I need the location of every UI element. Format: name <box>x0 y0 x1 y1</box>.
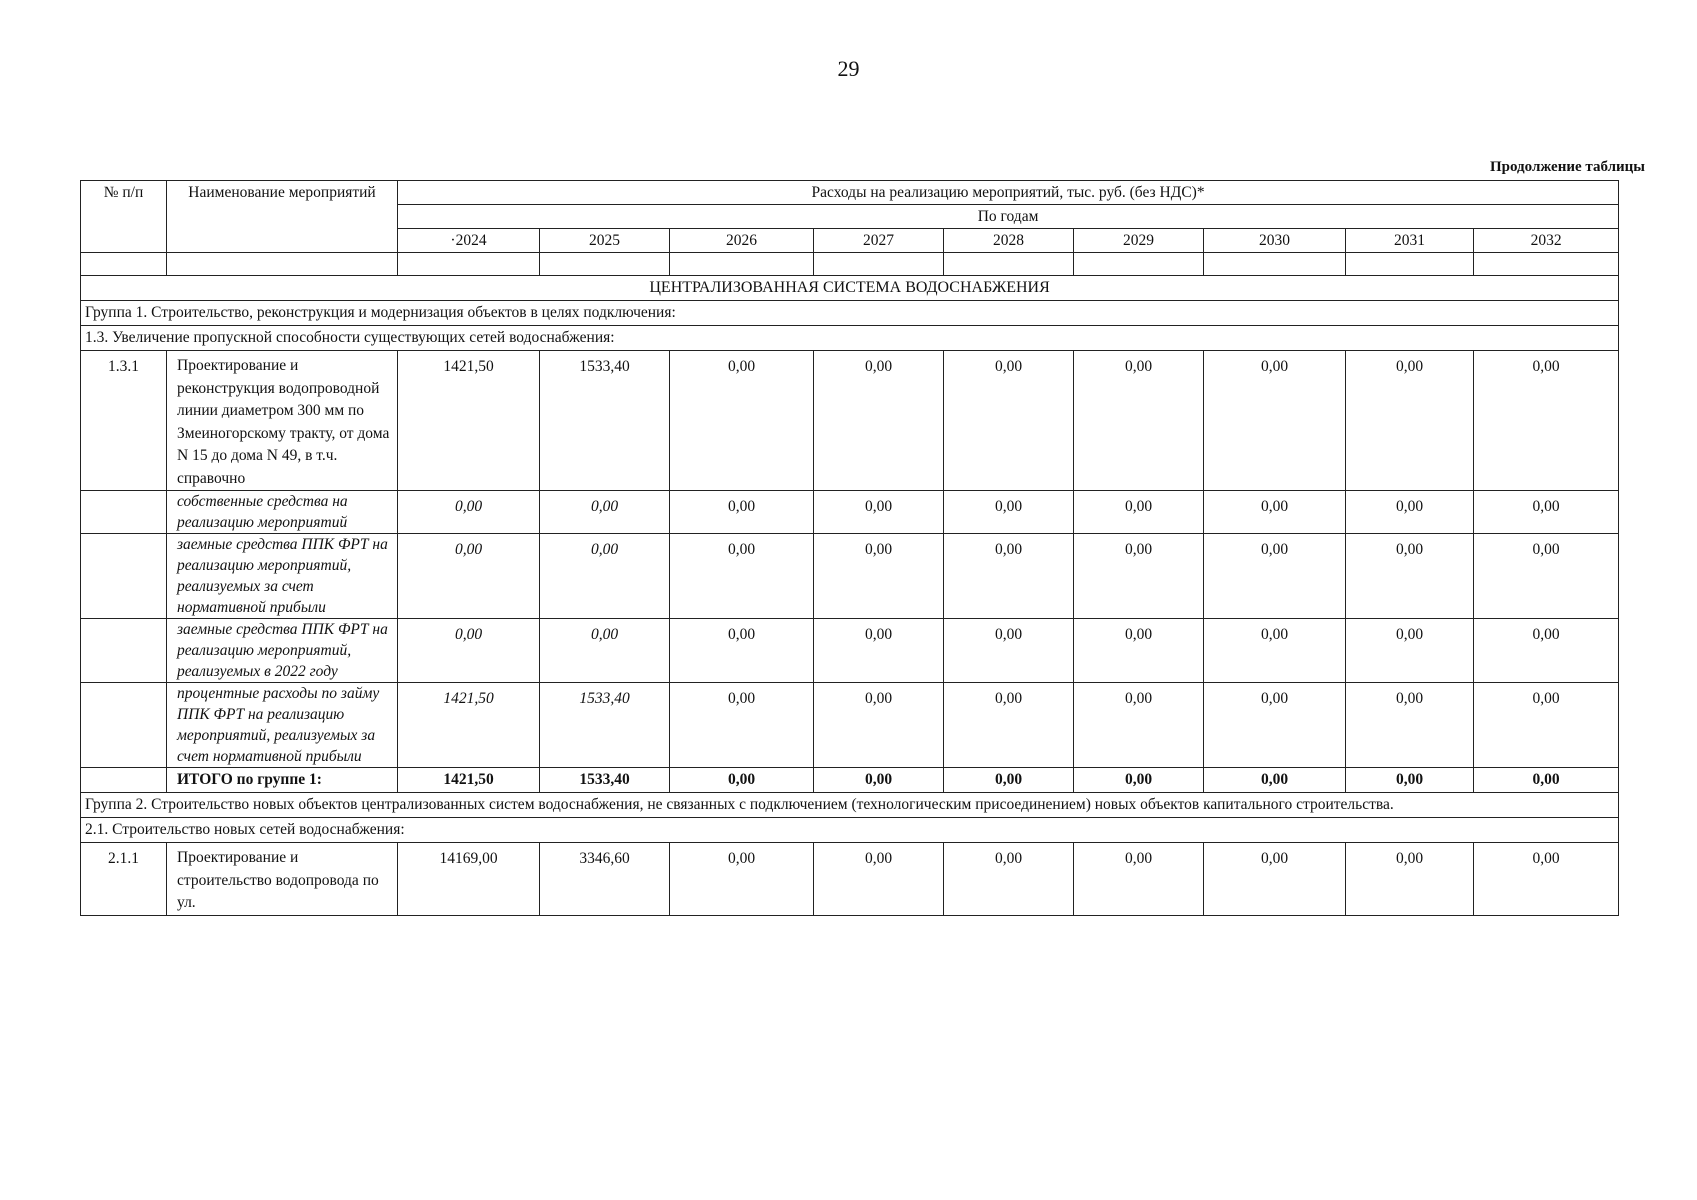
value-cell: 0,00 <box>670 534 814 619</box>
value-cell: 0,00 <box>1074 683 1204 768</box>
header-name-col: Наименование мероприятий <box>167 181 398 253</box>
year-header: 2028 <box>944 229 1074 253</box>
value-cell: 0,00 <box>1204 619 1346 683</box>
total-value: 0,00 <box>1346 768 1474 793</box>
value-cell: 0,00 <box>944 683 1074 768</box>
value-cell: 1421,50 <box>398 351 540 491</box>
value-cell: 0,00 <box>1204 534 1346 619</box>
value-cell: 0,00 <box>944 619 1074 683</box>
value-cell: 0,00 <box>1346 534 1474 619</box>
row-number: 1.3.1 <box>81 351 167 491</box>
value-cell: 0,00 <box>814 683 944 768</box>
value-cell: 1533,40 <box>540 683 670 768</box>
value-cell: 0,00 <box>1074 491 1204 534</box>
value-cell: 0,00 <box>1074 843 1204 916</box>
value-cell: 0,00 <box>814 534 944 619</box>
group-1-title: Группа 1. Строительство, реконструкция и модернизация объектов в целях подключения: <box>81 301 1619 326</box>
value-cell: 0,00 <box>1474 683 1619 768</box>
row-name: заемные средства ППК ФРТ на реализацию мероприятий, реализуемых за счет нормативной прибыли <box>167 534 398 619</box>
value-cell: 0,00 <box>814 619 944 683</box>
group-2-title: Группа 2. Строительство новых объектов централизованных систем водоснабжения, не связанных с подключением (технологическим присоединением) новых объектов капитального строительства. <box>81 793 1619 818</box>
value-cell: 0,00 <box>1346 491 1474 534</box>
value-cell: 0,00 <box>1474 843 1619 916</box>
year-header: 2027 <box>814 229 944 253</box>
value-cell: 0,00 <box>944 534 1074 619</box>
year-header: 2031 <box>1346 229 1474 253</box>
value-cell: 0,00 <box>944 351 1074 491</box>
expenses-table <box>80 180 1619 916</box>
year-header: 2029 <box>1074 229 1204 253</box>
total-value: 0,00 <box>1204 768 1346 793</box>
year-header: 2032 <box>1474 229 1619 253</box>
row-name: заемные средства ППК ФРТ на реализацию мероприятий, реализуемых в 2022 году <box>167 619 398 683</box>
value-cell: 0,00 <box>1346 351 1474 491</box>
value-cell: 0,00 <box>1474 491 1619 534</box>
year-header: 2025 <box>540 229 670 253</box>
total-value: 0,00 <box>814 768 944 793</box>
total-value: 1533,40 <box>540 768 670 793</box>
row-name: собственные средства на реализацию мероприятий <box>167 491 398 534</box>
total-value: 0,00 <box>1474 768 1619 793</box>
value-cell: 0,00 <box>1474 351 1619 491</box>
continuation-label: Продолжение таблицы <box>1489 159 1645 175</box>
value-cell: 0,00 <box>1474 534 1619 619</box>
value-cell: 0,00 <box>670 351 814 491</box>
value-cell: 0,00 <box>398 619 540 683</box>
table-row <box>81 683 1619 768</box>
value-cell: 0,00 <box>398 534 540 619</box>
value-cell: 0,00 <box>944 843 1074 916</box>
table-row <box>81 843 1619 916</box>
value-cell: 0,00 <box>1346 843 1474 916</box>
value-cell: 0,00 <box>540 619 670 683</box>
total-value: 1421,50 <box>398 768 540 793</box>
total-value: 0,00 <box>670 768 814 793</box>
value-cell: 0,00 <box>1204 491 1346 534</box>
value-cell: 0,00 <box>670 491 814 534</box>
header-expenses: Расходы на реализацию мероприятий, тыс. руб. (без НДС)* <box>398 181 1619 205</box>
total-value: 0,00 <box>1074 768 1204 793</box>
value-cell: 0,00 <box>398 491 540 534</box>
header-num-col: № п/п <box>81 181 167 253</box>
value-cell: 0,00 <box>1074 534 1204 619</box>
section-title: ЦЕНТРАЛИЗОВАННАЯ СИСТЕМА ВОДОСНАБЖЕНИЯ <box>81 276 1619 301</box>
value-cell: 0,00 <box>1074 619 1204 683</box>
value-cell: 0,00 <box>814 351 944 491</box>
value-cell: 0,00 <box>1474 619 1619 683</box>
value-cell: 0,00 <box>814 491 944 534</box>
row-name: процентные расходы по займу ППК ФРТ на реализацию мероприятий, реализуемых за счет нормативной прибыли <box>167 683 398 768</box>
value-cell: 0,00 <box>670 619 814 683</box>
table-row <box>81 351 1619 491</box>
total-label: ИТОГО по группе 1: <box>167 768 398 793</box>
value-cell: 14169,00 <box>398 843 540 916</box>
value-cell: 0,00 <box>1204 351 1346 491</box>
row-number: 2.1.1 <box>81 843 167 916</box>
row-name: Проектирование и строительство водопровода по ул. <box>167 843 398 916</box>
value-cell: 0,00 <box>814 843 944 916</box>
year-header: 2030 <box>1204 229 1346 253</box>
value-cell: 0,00 <box>1346 683 1474 768</box>
table-row <box>81 619 1619 683</box>
value-cell: 0,00 <box>1074 351 1204 491</box>
value-cell: 0,00 <box>1204 683 1346 768</box>
subgroup-2-1-title: 2.1. Строительство новых сетей водоснабжения: <box>81 818 1619 843</box>
value-cell: 0,00 <box>670 683 814 768</box>
blank-row <box>81 253 1619 276</box>
value-cell: 0,00 <box>1346 619 1474 683</box>
value-cell: 0,00 <box>540 534 670 619</box>
year-header: 2026 <box>670 229 814 253</box>
value-cell: 0,00 <box>944 491 1074 534</box>
header-by-years: По годам <box>398 205 1619 229</box>
year-header: ·2024 <box>398 229 540 253</box>
row-name: Проектирование и реконструкция водопроводной линии диаметром 300 мм по Змеиногорскому тракту, от дома N 15 до дома N 49, в т.ч. справочно <box>167 351 398 491</box>
table-row <box>81 534 1619 619</box>
value-cell: 1533,40 <box>540 351 670 491</box>
total-value: 0,00 <box>944 768 1074 793</box>
value-cell: 0,00 <box>670 843 814 916</box>
table-row <box>81 491 1619 534</box>
value-cell: 0,00 <box>540 491 670 534</box>
total-row <box>81 768 1619 793</box>
value-cell: 1421,50 <box>398 683 540 768</box>
value-cell: 3346,60 <box>540 843 670 916</box>
value-cell: 0,00 <box>1204 843 1346 916</box>
subgroup-1-3-title: 1.3. Увеличение пропускной способности существующих сетей водоснабжения: <box>81 326 1619 351</box>
page-number: 29 <box>837 56 860 81</box>
